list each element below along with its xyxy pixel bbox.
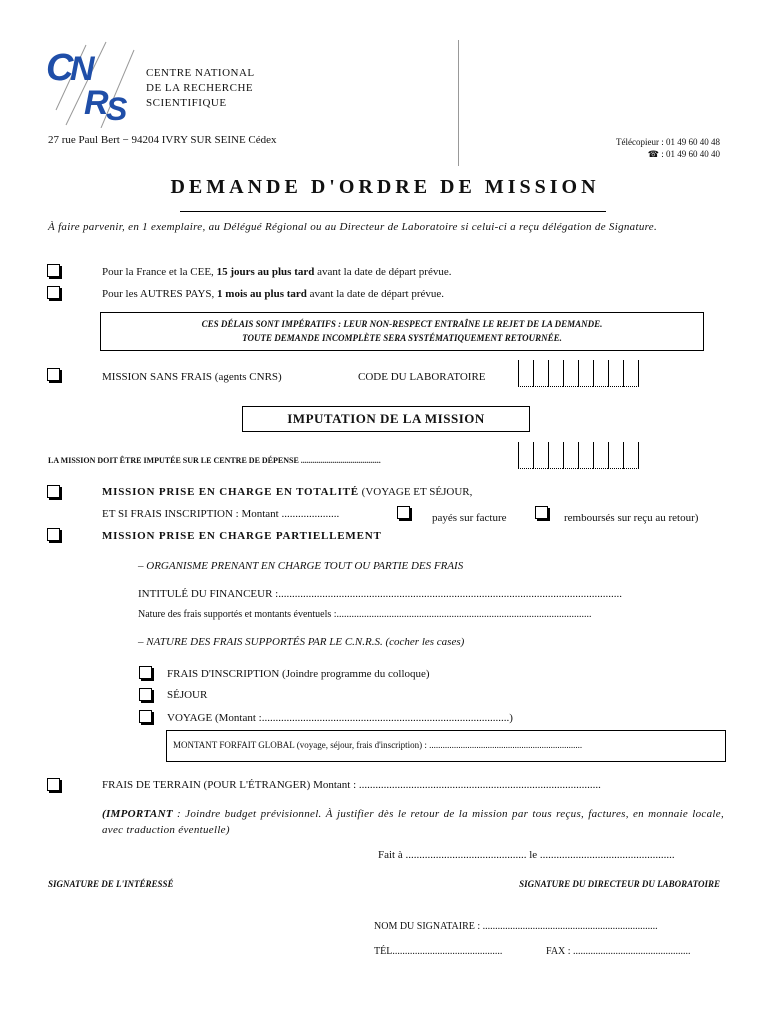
rembourses-label: remboursés sur reçu au retour) [564, 512, 699, 524]
important-rest: : Joindre budget prévisionnel. À justifier dès le retour de la mission par tous reçus, factures, en monnaie locale, avec traduction éventuelle) [102, 808, 724, 836]
header-divider [458, 40, 459, 166]
nature-cnrs-heading: – NATURE DES FRAIS SUPPORTÉS PAR LE C.N.R.S. (cocher les cases) [138, 636, 465, 648]
org-line-1: CENTRE NATIONAL [146, 67, 255, 79]
page-title: DEMANDE D'ORDRE DE MISSION [170, 176, 600, 198]
fait-a-line: Fait à ............................................ le ................................................. [378, 849, 675, 861]
checkbox-partiellement[interactable] [47, 528, 60, 541]
nom-signataire: NOM DU SIGNATAIRE : ...................................................................... [374, 921, 658, 932]
important-bold: (IMPORTANT [102, 808, 173, 820]
warning-line-1: CES DÉLAIS SONT IMPÉRATIFS : LEUR NON-RESPECT ENTRAÎNE LE REJET DE LA DEMANDE. [201, 319, 603, 329]
delay-other-bold: 1 mois au plus tard [217, 288, 307, 300]
partiellement-label: MISSION PRISE EN CHARGE PARTIELLEMENT [102, 530, 382, 542]
delay-france-bold: 15 jours au plus tard [216, 266, 315, 278]
forfait-label: MONTANT FORFAIT GLOBAL (voyage, séjour, frais d'inscription) : .................................................................... [173, 740, 583, 750]
delay-other-post: avant la date de départ prévue. [306, 288, 445, 300]
intitule-financeur: INTITULÉ DU FINANCEUR :............................................................................................................................. [138, 588, 622, 600]
voyage-label: VOYAGE (Montant :..........................................................................................) [167, 712, 513, 724]
forfait-box [166, 730, 726, 762]
imputation-title-box [242, 406, 530, 432]
cnrs-logo [46, 40, 138, 128]
checkbox-frais-terrain[interactable] [47, 778, 60, 791]
address: 27 rue Paul Bert − 94204 IVRY SUR SEINE Cédex [48, 134, 277, 146]
sejour-label: SÉJOUR [167, 689, 208, 701]
org-name [146, 66, 255, 111]
svg-text:N: N [70, 50, 95, 88]
phone-number: ☎ : 01 49 60 40 40 [647, 149, 720, 159]
checkbox-sans-frais[interactable] [47, 368, 60, 381]
checkbox-other-countries[interactable] [47, 286, 60, 299]
totalite-label [102, 486, 472, 498]
org-line-2: DE LA RECHERCHE [146, 82, 254, 94]
delay-other [102, 288, 444, 300]
checkbox-payes-facture[interactable] [397, 506, 410, 519]
nature-frais: Nature des frais supportés et montants éventuels :...................................................................................................... [138, 609, 592, 620]
imputation-line: LA MISSION DOIT ÊTRE IMPUTÉE SUR LE CENTRE DE DÉPENSE ........................................ [48, 456, 381, 465]
totalite-bold: MISSION PRISE EN CHARGE EN TOTALITÉ [102, 486, 359, 498]
frais-inscription-label: FRAIS D'INSCRIPTION (Joindre programme du colloque) [167, 668, 430, 680]
checkbox-voyage[interactable] [139, 710, 152, 723]
totalite-rest: (VOYAGE ET SÉJOUR, [358, 486, 473, 498]
org-line-3: SCIENTIFIQUE [146, 97, 227, 109]
fax-number: Télécopieur : 01 49 60 40 48 [616, 137, 720, 147]
important-note [102, 806, 724, 838]
code-labo-cells[interactable] [518, 360, 639, 386]
checkbox-rembourses[interactable] [535, 506, 548, 519]
checkbox-sejour[interactable] [139, 688, 152, 701]
checkbox-frais-inscription[interactable] [139, 666, 152, 679]
delay-france [102, 266, 451, 278]
checkbox-france[interactable] [47, 264, 60, 277]
mission-sans-frais-label: MISSION SANS FRAIS (agents CNRS) [102, 371, 282, 383]
fax-line: FAX : ............................................... [546, 946, 691, 957]
inscription-montant: ET SI FRAIS INSCRIPTION : Montant ..................... [102, 508, 340, 520]
svg-text:R: R [84, 84, 109, 122]
warning-line-2: TOUTE DEMANDE INCOMPLÈTE SERA SYSTÉMATIQUEMENT RETOURNÉE. [242, 333, 562, 343]
frais-terrain-label: FRAIS DE TERRAIN (POUR L'ÉTRANGER) Montant : ........................................................................................ [102, 779, 601, 791]
delay-france-post: avant la date de départ prévue. [314, 266, 452, 278]
svg-text:S: S [106, 91, 128, 127]
payes-label: payés sur facture [432, 512, 507, 524]
organisme-heading: – ORGANISME PRENANT EN CHARGE TOUT OU PARTIE DES FRAIS [138, 560, 464, 572]
delay-other-pre: Pour les AUTRES PAYS, [102, 288, 218, 300]
svg-text:C: C [46, 47, 74, 89]
centre-depense-cells[interactable] [518, 442, 639, 468]
imputation-title: IMPUTATION DE LA MISSION [287, 411, 485, 426]
delay-france-pre: Pour la France et la CEE, [102, 266, 217, 278]
warning-box [100, 312, 704, 351]
checkbox-totalite[interactable] [47, 485, 60, 498]
tel-line: TÉL............................................ [374, 946, 503, 957]
signature-directeur: SIGNATURE DU DIRECTEUR DU LABORATOIRE [519, 879, 720, 889]
code-labo-label: CODE DU LABORATOIRE [358, 371, 486, 383]
intro-text: À faire parvenir, en 1 exemplaire, au Délégué Régional ou au Directeur de Laboratoire si celui-ci a reçu délégation de Signature. [48, 221, 658, 233]
title-underline [180, 211, 606, 212]
signature-interesse: SIGNATURE DE L'INTÉRESSÉ [48, 879, 174, 889]
